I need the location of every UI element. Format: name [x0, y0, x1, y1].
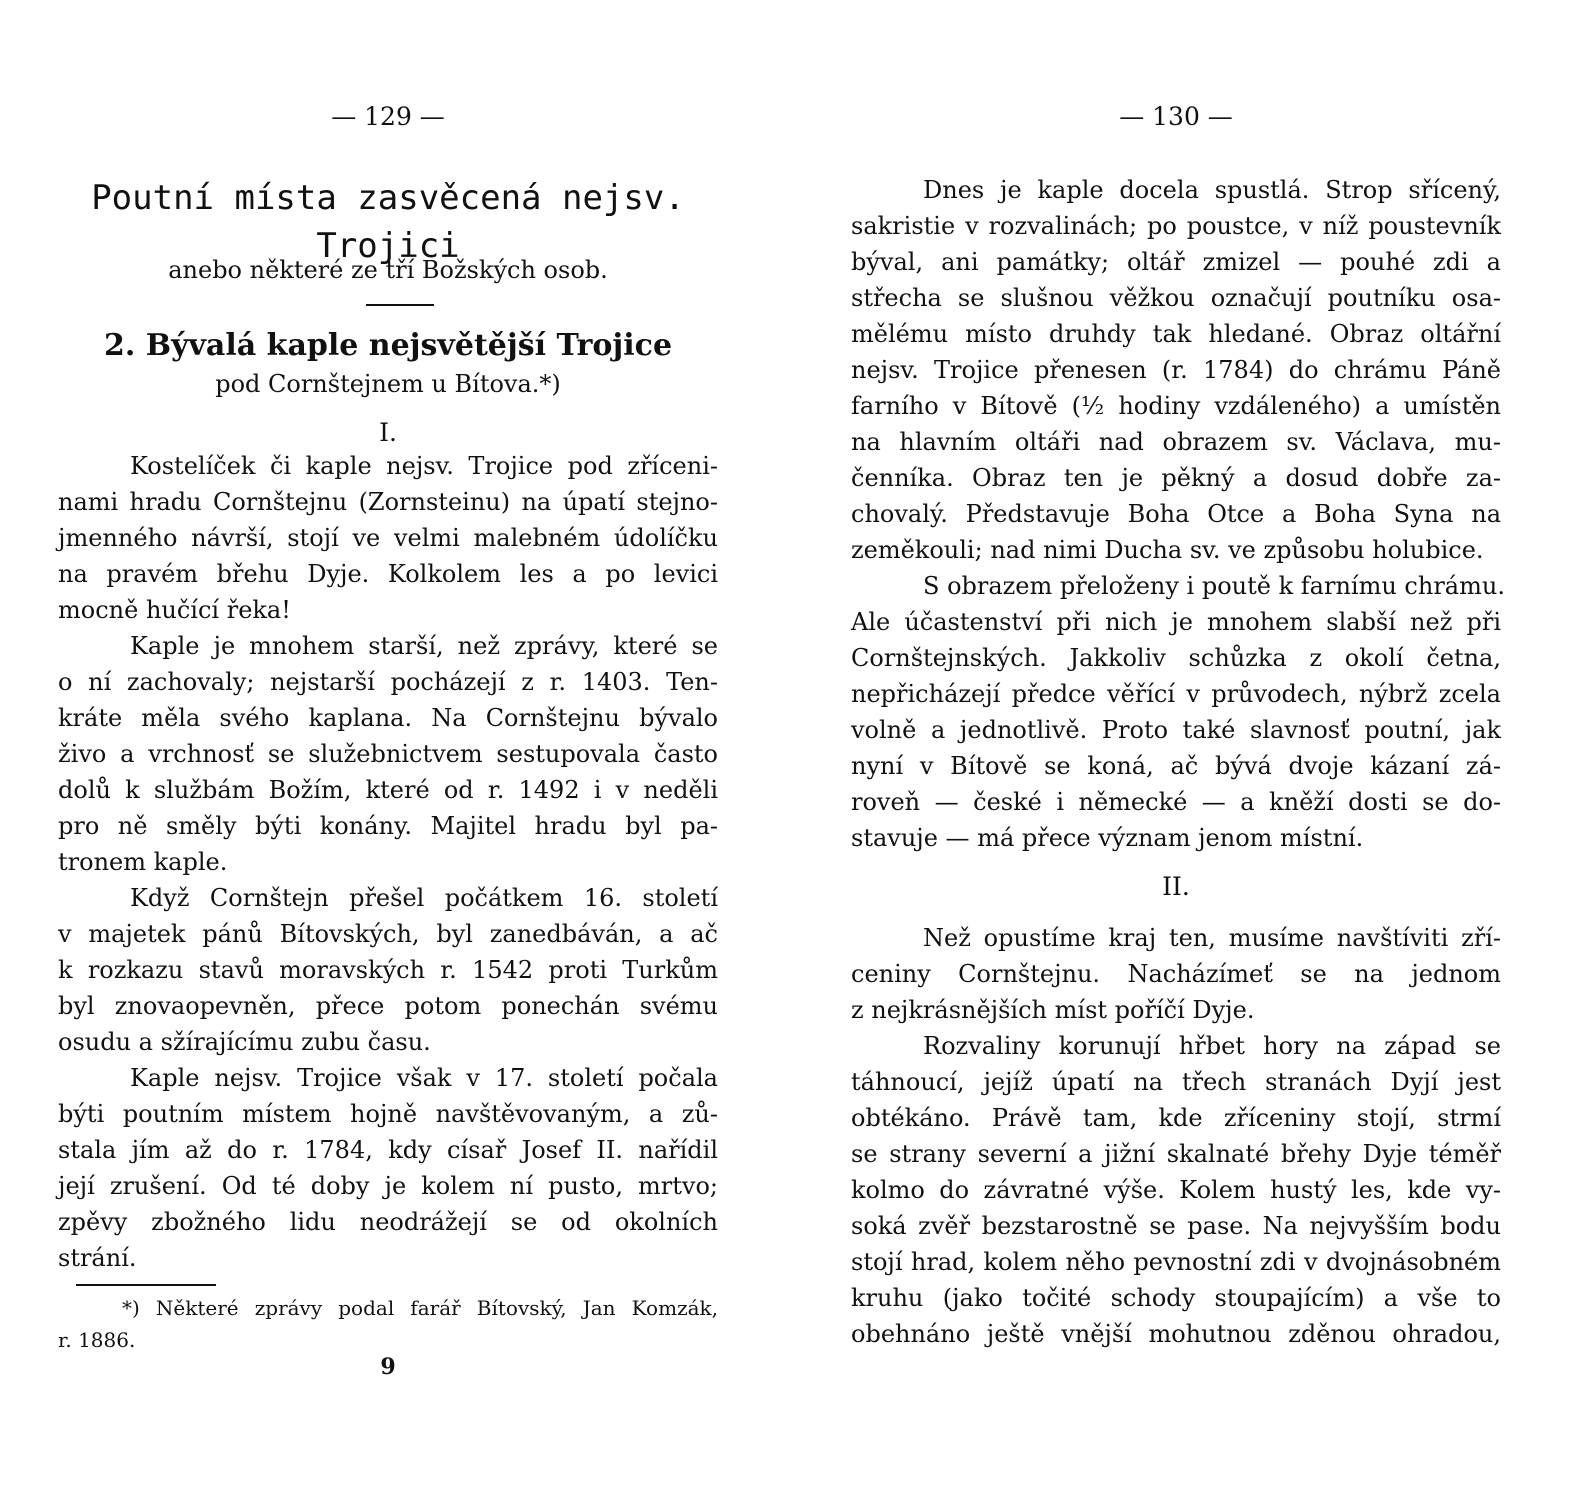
part-heading-i: I. [379, 418, 397, 447]
chapter-title-line-1: Poutní místa zasvěcená nejsv. [91, 178, 685, 218]
text-line: roveň — české i německé — a kněží dosti se do- [851, 788, 1501, 816]
text-line: zeměkouli; nad nimi Ducha sv. ve způsobu holubice. [851, 536, 1484, 564]
text-line: na pravém břehu Dyje. Kolkolem les a po levici [58, 560, 718, 588]
text-line: strání. [58, 1244, 137, 1272]
left-body-text [58, 448, 718, 1276]
chapter-title-line-2: Trojici [316, 226, 460, 266]
text-line: obtékáno. Právě tam, kde zříceniny stojí, strmí [851, 1104, 1501, 1132]
text-line: osudu a sžírajícímu zubu času. [58, 1028, 431, 1056]
text-line: volně a jednotlivě. Proto také slavnosť poutní, jak [851, 716, 1501, 744]
footnote-divider [76, 1284, 216, 1286]
text-line: býval, ani památky; oltář zmizel — pouhé zdi a [851, 248, 1501, 276]
text-line: nejsv. Trojice přenesen (r. 1784) do chrámu Páně [851, 356, 1501, 384]
text-line: kolmo do závratné výše. Kolem hustý les, kde vy- [851, 1176, 1501, 1204]
footnote-line: r. 1886. [58, 1328, 136, 1352]
text-line: mocně hučící řeka! [58, 596, 291, 624]
text-line: stavuje — má přece význam jenom místní. [851, 824, 1364, 852]
section-subtitle: pod Cornštejnem u Bítova.*) [215, 370, 561, 398]
text-line: zpěvy zbožného lidu neodrážejí se od okolních [58, 1208, 718, 1236]
section-title: 2. Bývalá kaple nejsvětější Trojice [103, 328, 673, 363]
part-heading-ii: II. [1162, 872, 1190, 901]
text-line: stala jím až do r. 1784, kdy císař Josef II. nařídil [58, 1136, 718, 1164]
text-line: o ní zachovaly; nejstarší pocházejí z r. 1403. Ten- [58, 668, 718, 696]
text-line: S obrazem přeloženy i poutě k farnímu chrámu. [923, 572, 1505, 600]
text-line: kruhu (jako točité schody stoupajícím) a vše to [851, 1284, 1501, 1312]
text-line: Kostelíček či kaple nejsv. Trojice pod zříceni- [130, 452, 718, 480]
text-line: v majetek pánů Bítovských, byl zanedbáván, a ač [58, 920, 718, 948]
text-line: mělému místo druhdy tak hledané. Obraz oltářní [851, 320, 1501, 348]
footnote [58, 1292, 718, 1356]
page-number-left: — 129 — [331, 102, 445, 131]
text-line: čenníka. Obraz ten je pěkný a dosud dobře za- [851, 464, 1501, 492]
title-divider [366, 304, 434, 306]
text-line: její zrušení. Od té doby je kolem ní pusto, mrtvo; [58, 1172, 718, 1200]
text-line: se strany severní a jižní skalnaté břehy Dyje téměř [851, 1140, 1501, 1168]
text-line: nami hradu Cornštejnu (Zornsteinu) na úpatí stejno- [58, 488, 718, 516]
text-line: farního v Bítově (½ hodiny vzdáleného) a umístěn [851, 392, 1501, 420]
text-line: Rozvaliny korunují hřbet hory na západ se [923, 1032, 1501, 1060]
footnote-line: *) Některé zprávy podal farář Bítovský, Jan Komzák, [122, 1296, 718, 1320]
text-line: na hlavním oltáři nad obrazem sv. Václava, mu- [851, 428, 1501, 456]
text-line: střecha se slušnou věžkou označují poutníku osa- [851, 284, 1501, 312]
text-line: Kaple je mnohem starší, než zprávy, které se [130, 632, 718, 660]
text-line: pro ně směly býti konány. Majitel hradu byl pa- [58, 812, 718, 840]
text-line: soká zvěř bezstarostně se pase. Na nejvyšším bodu [851, 1212, 1501, 1240]
text-line: živo a vrchnosť se služebnictvem sestupovala často [58, 740, 718, 768]
right-body-text-part-2 [851, 920, 1501, 1352]
text-line: Cornštejnských. Jakkoliv schůzka z okolí četna, [851, 644, 1501, 672]
text-line: chovalý. Představuje Boha Otce a Boha Syna na [851, 500, 1501, 528]
page-number-right: — 130 — [1119, 102, 1233, 131]
text-line: z nejkrásnějších míst poříčí Dyje. [851, 996, 1255, 1024]
right-page [851, 0, 1505, 1500]
text-line: stojí hrad, kolem něho pevnostní zdi v dvojnásobném [851, 1248, 1501, 1276]
text-line: dolů k službám Božím, které od r. 1492 i v neděli [58, 776, 718, 804]
text-line: Než opustíme kraj ten, musíme navštíviti zří- [923, 924, 1501, 952]
text-line: kráte měla svého kaplana. Na Cornštejnu bývalo [58, 704, 718, 732]
chapter-subtitle: anebo některé ze tří Božských osob. [168, 256, 608, 284]
text-line: sakristie v rozvalinách; po poustce, v níž poustevník [851, 212, 1501, 240]
left-page [58, 0, 718, 1500]
text-line: k rozkazu stavů moravských r. 1542 proti Turkům [58, 956, 718, 984]
text-line: býti poutním místem hojně navštěvovaným, a zů- [58, 1100, 718, 1128]
text-line: Ale účastenství při nich je mnohem slabší než při [851, 608, 1501, 636]
text-line: tronem kaple. [58, 848, 228, 876]
text-line: nepřicházejí předce věřící v průvodech, nýbrž zcela [851, 680, 1501, 708]
signature-mark: 9 [380, 1354, 396, 1380]
text-line: byl znovaopevněn, přece potom ponechán svému [58, 992, 718, 1020]
right-body-text-part-1 [851, 172, 1505, 856]
text-line: Dnes je kaple docela spustlá. Strop sřícený, [923, 176, 1501, 204]
text-line: táhnoucí, jejíž úpatí na třech stranách Dyjí jest [851, 1068, 1501, 1096]
text-line: Kaple nejsv. Trojice však v 17. století počala [130, 1064, 718, 1092]
text-line: nyní v Bítově se koná, ač bývá dvoje kázaní zá- [851, 752, 1501, 780]
text-line: ceniny Cornštejnu. Nacházímeť se na jednom [851, 960, 1501, 988]
text-line: Když Cornštejn přešel počátkem 16. století [130, 884, 718, 912]
text-line: jmenného návrší, stojí ve velmi malebném údolíčku [58, 524, 718, 552]
text-line: obehnáno ještě vnější mohutnou zděnou ohradou, [851, 1320, 1501, 1348]
